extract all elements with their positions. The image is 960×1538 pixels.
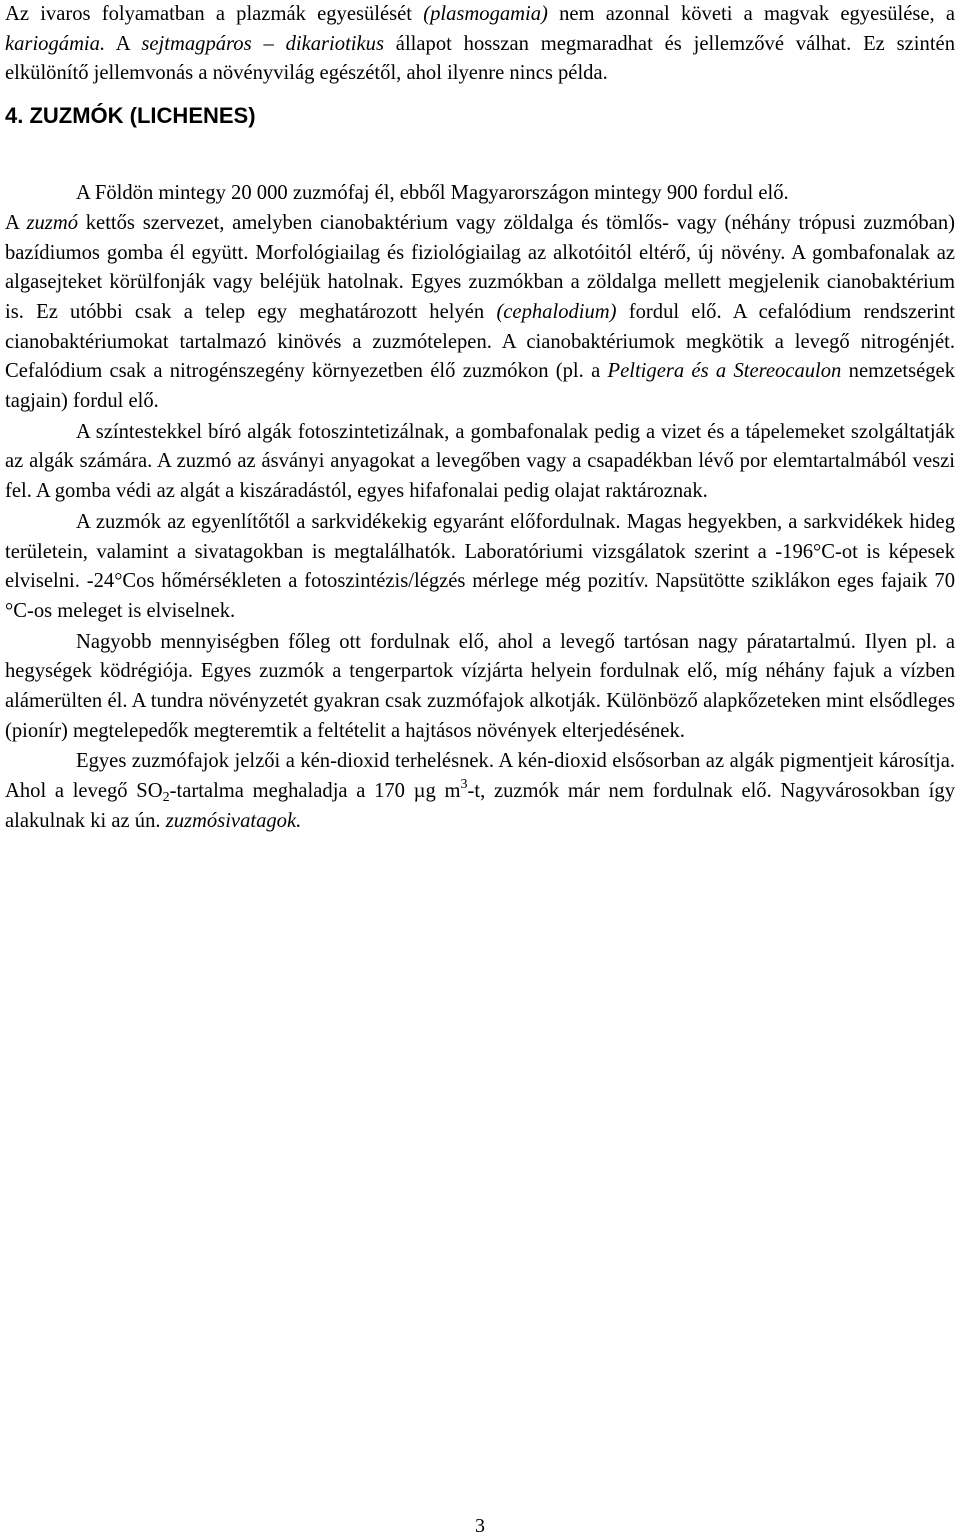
term-plasmogamia: (plasmogamia) <box>423 3 548 25</box>
text-run: -t, zuzmók már nem fordulnak elő. Nagyvárosokban így alakulnak ki az ún. <box>5 780 955 832</box>
paragraph-distribution: A zuzmók az egyenlítőtől a sarkvidékekig egyaránt előfordulnak. Magas hegyekben, a sarkvidékek hideg területein, valamint a sivatagokban is megtalálhatók. Laboratóriumi vizsgálatok szerint a -196°C-ot is képesek elviselni. -24°Cos hőmérsékleten a fotoszintézis/légzés mérlege még pozitív. Napsütötte sziklákon eges fajaik 70 °C-os meleget is elviselnek. <box>5 510 955 622</box>
paragraph-species-count: A Földön mintegy 20 000 zuzmófaj él, ebből Magyarországon mintegy 900 fordul elő. <box>76 182 789 205</box>
paragraph-photosynthesis: A színtestekkel bíró algák fotoszintetizálnak, a gombafonalak pedig a vizet és a tápelemeket szolgáltatják az algák számára. A zuzmó az ásványi anyagokat a levegőben vagy a csapadékban lévő por elemtartalmából veszi fel. A gomba védi az algát a kiszáradástól, egyes hifafonalai pedig olajat raktároznak. <box>5 420 955 503</box>
text-run: -tartalma meghaladja a 170 µg m <box>169 780 461 803</box>
text-run: A <box>5 211 27 234</box>
text-run: Az ivaros folyamatban a plazmák egyesülését <box>5 3 424 25</box>
term-zuzmosivatagok: zuzmósivatagok. <box>165 809 302 832</box>
text-run: nem azonnal követi a magvak egyesülése, a <box>547 3 956 25</box>
paragraph-sulfur-dioxide <box>5 747 955 836</box>
term-zuzmo: zuzmó <box>26 211 78 234</box>
text-run: Egyes zuzmófajok jelzői a kén-dioxid terhelésnek. A kén-dioxid elsősorban az algák pigmentjeit károsítja. Ahol a levegő SO <box>5 750 955 803</box>
superscript: 3 <box>460 777 468 793</box>
paragraph-lichen-description <box>5 209 955 417</box>
text-run: nemzetségek tagjain) fordul elő. <box>5 360 955 413</box>
paragraph-habitat: Nagyobb mennyiségben főleg ott fordulnak elő, ahol a levegő tartósan nagy páratartalmú. Ilyen pl. a hegységek ködrégiója. Egyes zuzmók a tengerpartok vízjárta helyein fordulnak elő, míg néhány fajuk a vízben alámerülten él. A tundra növényzetét gyakran csak zuzmófajok alkotják. Különböző alapkőzeteken mint elsődleges (pionír) megtelepedők megteremtik a feltételit a hajtásos növények elterjedésének. <box>5 630 955 742</box>
section-heading: 4. ZUZMÓK (LICHENES) <box>5 103 256 129</box>
text-run: kettős szervezet, amelyben cianobaktérium vagy zöldalga és tömlős- vagy (néhány trópusi zuzmóban) bazídiumos gomba él együtt. Morfológiailag és fiziológiailag az alkotóitól eltérő, új növény. A gombafonalak az algasejteket körülfonják vagy beléjük hatolnak. Egyes zuzmókban a zöldalga mellett megjelenik cianobaktérium is. Ez utóbbi csak a telep egy meghatározott helyén <box>5 211 955 323</box>
term-kariogamia: kariogámia. <box>5 32 106 55</box>
text-run: állapot hosszan megmaradhat és jellemzővé válhat. Ez szintén elkülönítő jellemvonás a növényvilág egészétől, ahol ilyenre nincs példa. <box>5 32 955 85</box>
term-genera: Peltigera és a Stereocaulon <box>607 360 842 383</box>
term-dikariotikus: sejtmagpáros – dikariotikus <box>141 32 384 55</box>
subscript: 2 <box>162 790 170 806</box>
paragraph-sexual-process <box>5 0 955 89</box>
document-page <box>5 0 955 837</box>
term-cephalodium: (cephalodium) <box>496 300 617 323</box>
text-run: A <box>105 32 142 55</box>
text-run: fordul elő. A cefalódium rendszerint cianobaktériumokat tartalmazó kinövés a zuzmótelepen. A cianobaktériumok megkötik a levegő nitrogénjét. Cefalódium csak a nitrogénszegény környezetben élő zuzmókon (pl. a <box>5 300 956 383</box>
page-number: 3 <box>475 1515 485 1537</box>
